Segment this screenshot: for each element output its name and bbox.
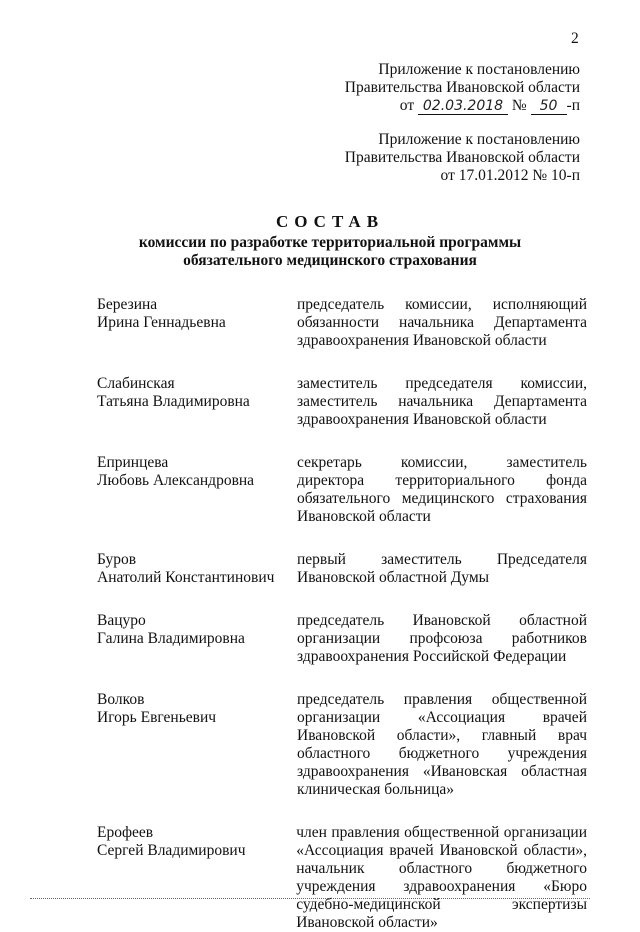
number-suffix: -п	[566, 97, 580, 114]
member-given-names: Сергей Владимирович	[97, 842, 246, 859]
member-row	[97, 296, 587, 350]
from-label: от	[399, 97, 415, 114]
member-given-names: Игорь Евгеньевич	[97, 709, 217, 726]
member-surname: Буров	[97, 551, 137, 568]
member-surname: Епринцева	[97, 454, 169, 471]
member-role: председатель правления общественной организации «Ассоциация врачей Ивановской области», главный врач областного бюджетного учреждения здравоохранения «Ивановская областная клиническая больница»	[297, 691, 587, 798]
member-name	[97, 612, 297, 666]
scan-edge-divider	[30, 896, 590, 899]
member-given-names: Любовь Александровна	[97, 472, 255, 489]
document-title-block	[90, 213, 570, 270]
member-row	[97, 691, 587, 799]
member-given-names: Анатолий Константинович	[97, 569, 275, 586]
document-title: СОСТАВ	[275, 212, 385, 231]
member-name	[97, 375, 297, 429]
member-row	[97, 551, 587, 587]
member-row	[97, 824, 587, 932]
handwritten-number: 50	[531, 98, 567, 115]
member-surname: Волков	[97, 691, 145, 708]
member-surname: Ерофеев	[97, 824, 154, 841]
member-role: секретарь комиссии, заместитель директора территориального фонда обязательного медицинского страхования Ивановской области	[297, 454, 587, 525]
document-subtitle: комиссии по разработке территориальной программы	[138, 234, 522, 251]
appendix-line: Правительства Ивановской области	[344, 149, 580, 166]
member-row	[97, 375, 587, 429]
member-role: первый заместитель Председателя Ивановской областной Думы	[297, 551, 587, 586]
member-role: заместитель председателя комиссии, заместитель начальника Департамента здравоохранения Ивановской области	[297, 375, 587, 428]
document-subtitle: обязательного медицинского страхования	[183, 252, 477, 269]
number-label: №	[511, 97, 527, 114]
member-role: председатель комиссии, исполняющий обязанности начальника Департамента здравоохранения Ивановской области	[297, 296, 587, 349]
appendix-line: Приложение к постановлению	[378, 61, 580, 78]
member-given-names: Галина Владимировна	[97, 630, 245, 647]
appendix-line: от 17.01.2012 № 10-п	[440, 167, 580, 184]
member-surname: Березина	[97, 296, 158, 313]
member-name	[97, 824, 296, 932]
member-name	[97, 551, 297, 587]
member-name	[97, 296, 297, 350]
member-surname: Вацуро	[97, 612, 146, 629]
member-name	[97, 454, 297, 526]
handwritten-date: 02.03.2018	[418, 98, 508, 115]
members-list	[97, 296, 587, 932]
appendix-line: Правительства Ивановской области	[344, 79, 580, 96]
member-role: председатель Ивановской областной организации профсоюза работников здравоохранения Российской Федерации	[297, 612, 587, 665]
member-name	[97, 691, 297, 799]
member-row	[97, 612, 587, 666]
page-number: 2	[571, 30, 579, 47]
appendix-line: Приложение к постановлению	[378, 131, 580, 148]
member-given-names: Ирина Геннадьевна	[97, 314, 226, 331]
appendix-header-original	[340, 131, 580, 185]
appendix-header-current	[340, 61, 580, 115]
member-row	[97, 454, 587, 526]
member-role: член правления общественной организации «Ассоциация врачей Ивановской области», начальник областного бюджетного учреждения здравоохранения «Бюро судебно-медицинской экспертизы Ивановской области»	[296, 824, 587, 931]
member-given-names: Татьяна Владимировна	[97, 393, 250, 410]
appendix-date-line	[340, 97, 580, 115]
member-surname: Слабинская	[97, 375, 175, 392]
